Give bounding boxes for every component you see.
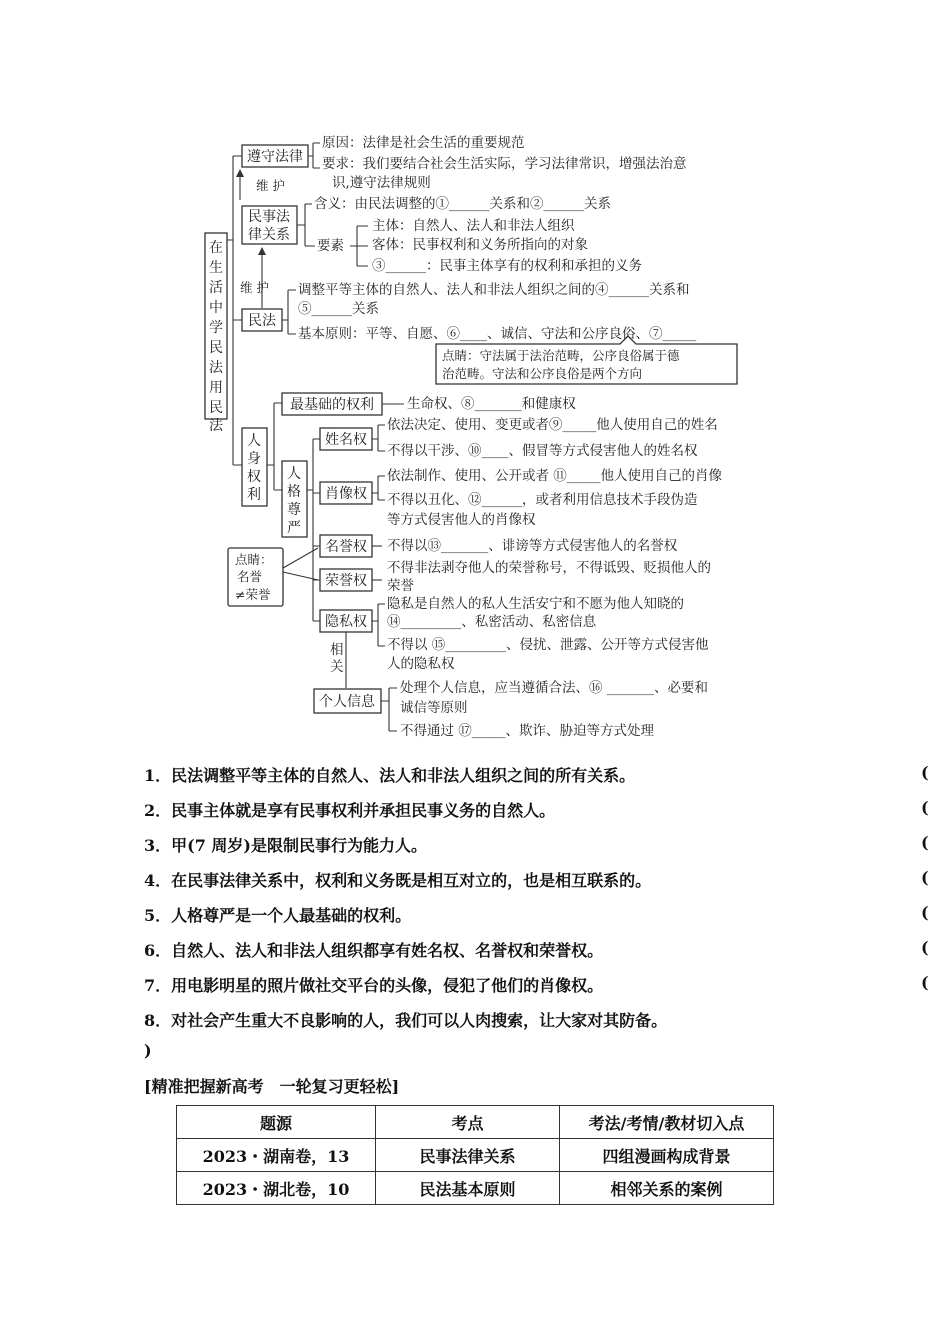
privacy-right-title: 隐私权	[325, 614, 367, 630]
answer-paren[interactable]: (	[921, 868, 929, 887]
honor-tip-line2: 名誉	[237, 569, 263, 584]
guanxi-subject: 主体：自然人、法人和非法人组织	[372, 218, 575, 234]
privacy-right-line1: 隐私是自然人的私人生活安宁和不愿为他人知晓的	[387, 596, 684, 612]
honor-tip-line1: 点睛：	[235, 552, 273, 567]
answer-paren[interactable]: (	[921, 833, 929, 852]
dignity-char: 格	[287, 484, 301, 500]
name-right-title: 姓名权	[325, 432, 367, 448]
reputation-right-text: 不得以⑬_______、诽谤等方式侵害他人的名誉权	[387, 538, 678, 554]
zunshou-req-line2: 识,遵守法律规则	[332, 175, 431, 191]
personal-info-line2: 诚信等原则	[400, 700, 468, 716]
honor-right-line2: 荣誉	[387, 578, 414, 594]
root-char: 学	[209, 320, 223, 336]
table-cell: 2023・湖北卷，10	[177, 1172, 376, 1205]
zunshou-title: 遵守法律	[247, 149, 303, 165]
guanxi-content: ③______：民事主体享有的权利和承担的义务	[372, 258, 642, 274]
minfa-tip-line2: 治范畴。守法和公序良俗是两个方向	[442, 366, 643, 381]
table-header-cell: 考法/考情/教材切入点	[560, 1106, 774, 1139]
privacy-right-line3: 不得以 ⑮_________、侵扰、泄露、公开等方式侵害他	[387, 637, 709, 653]
renshen-char: 利	[247, 487, 261, 503]
exam-source-table	[176, 1105, 774, 1205]
guanxi-title-line2: 律关系	[248, 227, 290, 243]
section-title: [精准把握新高考 一轮复习更轻松]	[144, 1077, 400, 1096]
answer-paren[interactable]: (	[921, 798, 929, 817]
renshen-char: 权	[247, 469, 261, 485]
verb-weihu-1: 维 护	[256, 178, 285, 193]
guanxi-object: 客体：民事权利和义务所指向的对象	[372, 237, 588, 253]
privacy-right-line4: 人的隐私权	[387, 656, 455, 672]
root-char: 用	[209, 380, 223, 396]
question-item: 8．对社会产生重大不良影响的人，我们可以人肉搜索，让大家对其防备。	[144, 1011, 668, 1030]
table-header-cell: 题源	[177, 1106, 376, 1139]
minfa-adjust-line2: ⑤______关系	[298, 301, 379, 317]
table-cell: 2023・湖南卷，13	[177, 1139, 376, 1172]
table-cell: 民事法律关系	[376, 1139, 560, 1172]
table-row	[177, 1172, 774, 1205]
guanxi-elements: 要素	[317, 238, 344, 254]
question-item: 2．民事主体就是享有民事权利并承担民事义务的自然人。	[144, 801, 556, 820]
honor-tip-line3: ≠荣誉	[235, 587, 271, 602]
root-char: 民	[209, 400, 223, 416]
zunshou-reason: 原因：法律是社会生活的重要规范	[322, 135, 525, 151]
dignity-char: 尊	[287, 502, 301, 518]
verb-xiangguan: 关	[330, 659, 344, 675]
question-item: 4．在民事法律关系中，权利和义务既是相互对立的，也是相互联系的。	[144, 871, 652, 890]
zunshou-req-line1: 要求：我们要结合社会生活实际，学习法律常识，增强法治意	[322, 156, 687, 172]
minfa-title: 民法	[248, 313, 276, 329]
guanxi-meaning: 含义：由民法调整的①______关系和②______关系	[314, 196, 611, 212]
name-right-line2: 不得以干涉、⑩____、假冒等方式侵害他人的姓名权	[387, 443, 698, 459]
portrait-right-line1: 依法制作、使用、公开或者 ⑪_____他人使用自己的肖像	[387, 468, 723, 484]
renshen-char: 人	[247, 433, 261, 449]
table-cell: 四组漫画构成背景	[560, 1139, 774, 1172]
honor-right-line1: 不得非法剥夺他人的荣誉称号，不得诋毁、贬损他人的	[387, 560, 711, 576]
renshen-char: 身	[247, 451, 261, 467]
portrait-right-line3: 等方式侵害他人的肖像权	[387, 512, 536, 528]
guanxi-title-line1: 民事法	[248, 209, 290, 225]
root-char: 民	[209, 340, 223, 356]
table-row	[177, 1139, 774, 1172]
table-cell: 民法基本原则	[376, 1172, 560, 1205]
root-char: 法	[209, 418, 223, 434]
reputation-right-title: 名誉权	[325, 539, 367, 555]
dignity-char: 人	[287, 466, 301, 482]
verb-weihu-2: 维 护	[240, 280, 269, 295]
privacy-right-line2: ⑭_________、私密活动、私密信息	[387, 614, 597, 630]
name-right-line1: 依法决定、使用、变更或者⑨_____他人使用自己的姓名	[387, 417, 718, 433]
question-8-close-paren[interactable]: )	[144, 1041, 152, 1060]
question-item: 1．民法调整平等主体的自然人、法人和非法人组织之间的所有关系。	[144, 766, 636, 785]
table-cell: 相邻关系的案例	[560, 1172, 774, 1205]
question-item: 6．自然人、法人和非法人组织都享有姓名权、名誉权和荣誉权。	[144, 941, 604, 960]
root-char: 中	[209, 300, 223, 316]
root-char: 在	[209, 240, 223, 256]
answer-paren[interactable]: (	[921, 903, 929, 922]
question-item: 7．用电影明星的照片做社交平台的头像，侵犯了他们的肖像权。	[144, 976, 604, 995]
root-char: 活	[209, 280, 223, 296]
question-item: 5．人格尊严是一个人最基础的权利。	[144, 906, 412, 925]
personal-info-line1: 处理个人信息，应当遵循合法、⑯ _______、必要和	[400, 680, 709, 696]
question-item: 3．甲(7 周岁)是限制民事行为能力人。	[144, 836, 427, 855]
portrait-right-title: 肖像权	[325, 486, 367, 502]
root-char: 生	[209, 260, 223, 276]
answer-paren[interactable]: (	[921, 973, 929, 992]
answer-paren[interactable]: (	[921, 763, 929, 782]
minfa-adjust-line1: 调整平等主体的自然人、法人和非法人组织之间的④______关系和	[298, 282, 690, 298]
personal-info-line3: 不得通过 ⑰_____、欺诈、胁迫等方式处理	[400, 723, 655, 739]
dignity-char: 严	[287, 520, 301, 536]
basic-rights-text: 生命权、⑧_______和健康权	[407, 396, 576, 412]
minfa-principles: 基本原则：平等、自愿、⑥____、诚信、守法和公序良俗、⑦_____	[298, 326, 697, 342]
personal-info-title: 个人信息	[319, 694, 375, 710]
basic-rights-title: 最基础的权利	[290, 397, 374, 413]
honor-right-title: 荣誉权	[325, 573, 367, 589]
minfa-tip-line1: 点睛：守法属于法治范畴，公序良俗属于德	[442, 348, 680, 363]
verb-xiangguan: 相	[330, 642, 344, 658]
table-header-cell: 考点	[376, 1106, 560, 1139]
root-char: 法	[209, 360, 223, 376]
answer-paren[interactable]: (	[921, 938, 929, 957]
portrait-right-line2: 不得以丑化、⑫______，或者利用信息技术手段伪造	[387, 492, 698, 508]
table-header-row	[177, 1106, 774, 1139]
